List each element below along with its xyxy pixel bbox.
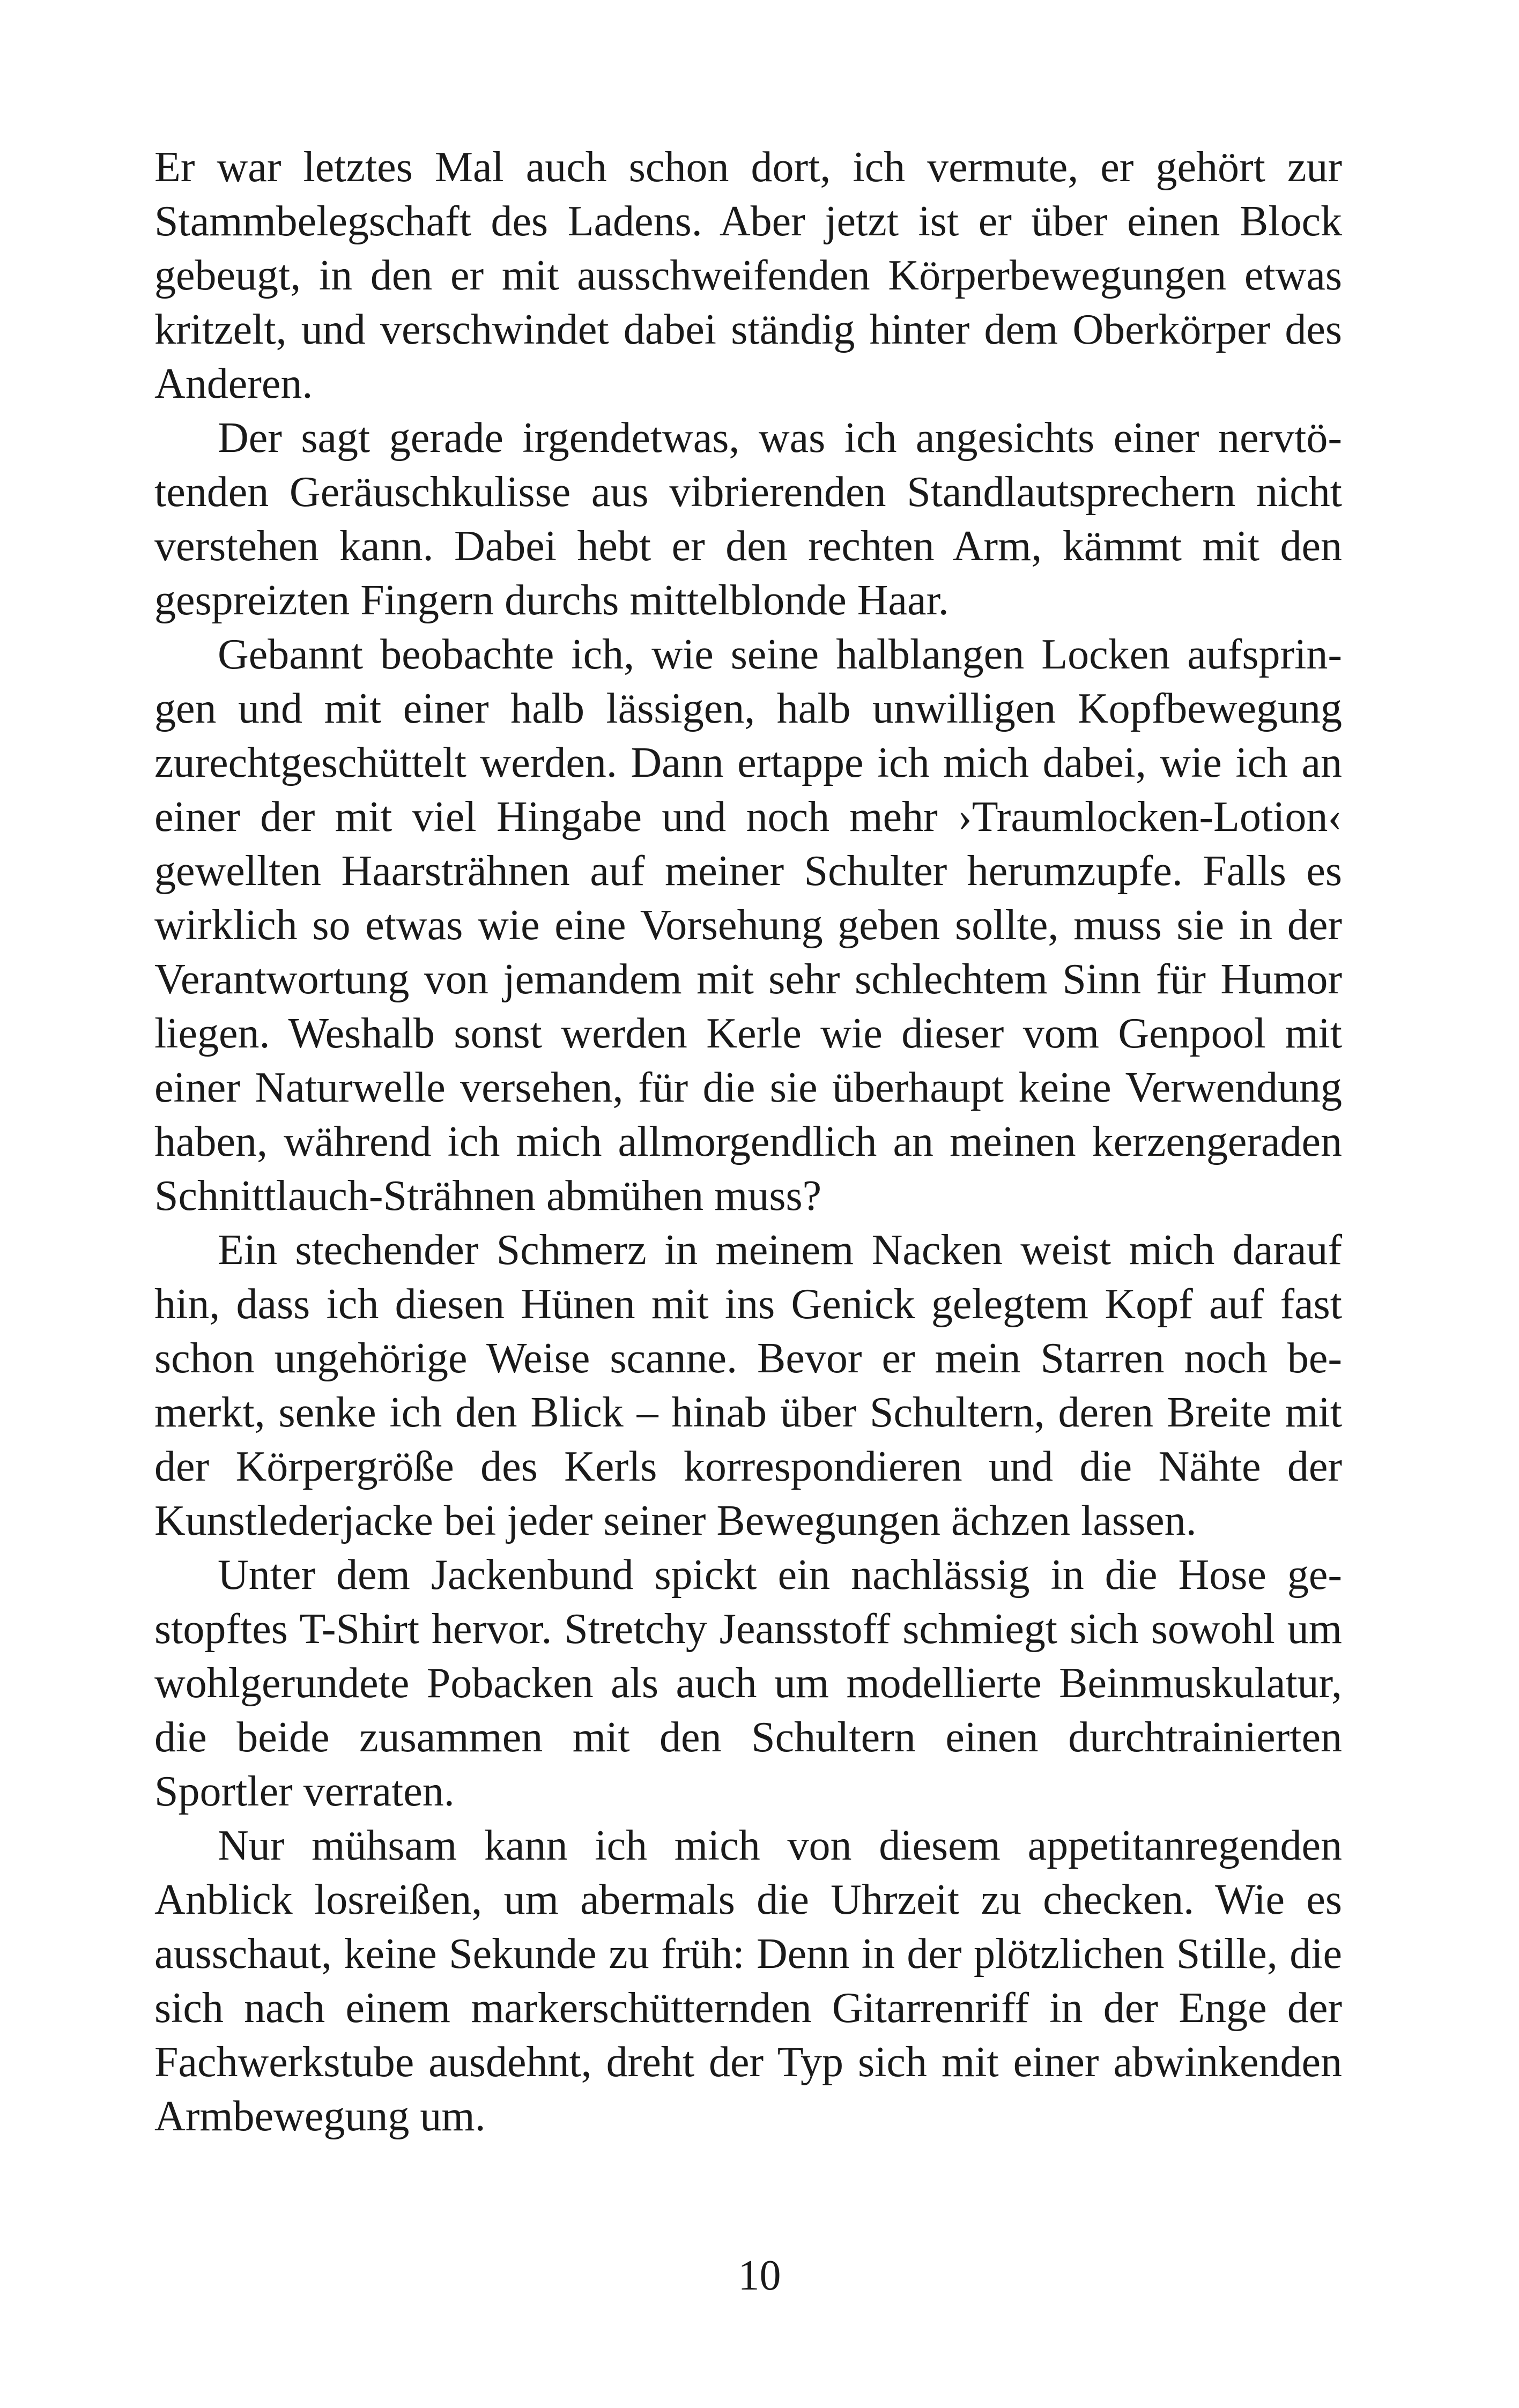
paragraph-2: Der sagt gerade irgendetwas, was ich angesichts einer nervtötenden Geräuschkulisse aus vibrierenden Standlautsprechern nicht verstehen kann. Dabei hebt er den rechten Arm, kämmt mit den gespreizten Fingern durchs mittelblonde Haar. (154, 414, 1342, 624)
page-number: 10 (738, 2252, 781, 2299)
paragraph-6: Nur mühsam kann ich mich von diesem appetitanregenden Anblick losreißen, um abermals die Uhrzeit zu checken. Wie es ausschaut, keine Sekunde zu früh: Denn in der plötzlichen Stille, die sich nach einem markerschütternden Gitarrenriff in der Enge der Fachwerkstube ausdehnt, dreht der Typ sich mit einer abwinkenden Armbewegung um. (154, 1822, 1342, 2140)
paragraph-5: Unter dem Jackenbund spickt ein nachlässig in die Hose gestopftes T-Shirt hervor. Stretchy Jeansstoff schmiegt sich sowohl um wohlgerundete Pobacken als auch um modellierte Beinmuskulatur, die beide zusammen mit den Schultern einen durchtrainierten Sportler verraten. (154, 1551, 1342, 1815)
paragraph-1: Er war letztes Mal auch schon dort, ich vermute, er gehört zur Stammbelegschaft des Ladens. Aber jetzt ist er über einen Block gebeugt, in den er mit ausschweifenden Körperbewegungen etwas kritzelt, und verschwindet dabei ständig hinter dem Oberkörper des Anderen. (154, 144, 1342, 407)
body-text (154, 140, 1342, 2144)
paragraph-3: Gebannt beobachte ich, wie seine halblangen Locken aufspringen und mit einer halb lässigen, halb unwilligen Kopfbewegung zurechtgeschüttelt werden. Dann ertappe ich mich dabei, wie ich an einer der mit viel Hingabe und noch mehr ›Traumlocken-Lotion‹ gewellten Haarsträhnen auf meiner Schulter herumzupfe. Falls es wirklich so etwas wie eine Vorsehung geben sollte, muss sie in der Verantwortung von jemandem mit sehr schlechtem Sinn für Humor liegen. Weshalb sonst werden Kerle wie dieser vom Genpool mit einer Naturwelle versehen, für die sie überhaupt keine Verwendung haben, während ich mich allmorgendlich an meinen kerzengeraden Schnittlauch-Strähnen abmühen muss? (154, 631, 1342, 1220)
paragraph-4: Ein stechender Schmerz in meinem Nacken weist mich darauf hin, dass ich diesen Hünen mit ins Genick gelegtem Kopf auf fast schon ungehörige Weise scanne. Bevor er mein Starren noch bemerkt, senke ich den Blick – hinab über Schultern, deren Breite mit der Körpergröße des Kerls korrespondieren und die Nähte der Kunstlederjacke bei jeder seiner Bewegungen ächzen lassen. (154, 1227, 1342, 1544)
